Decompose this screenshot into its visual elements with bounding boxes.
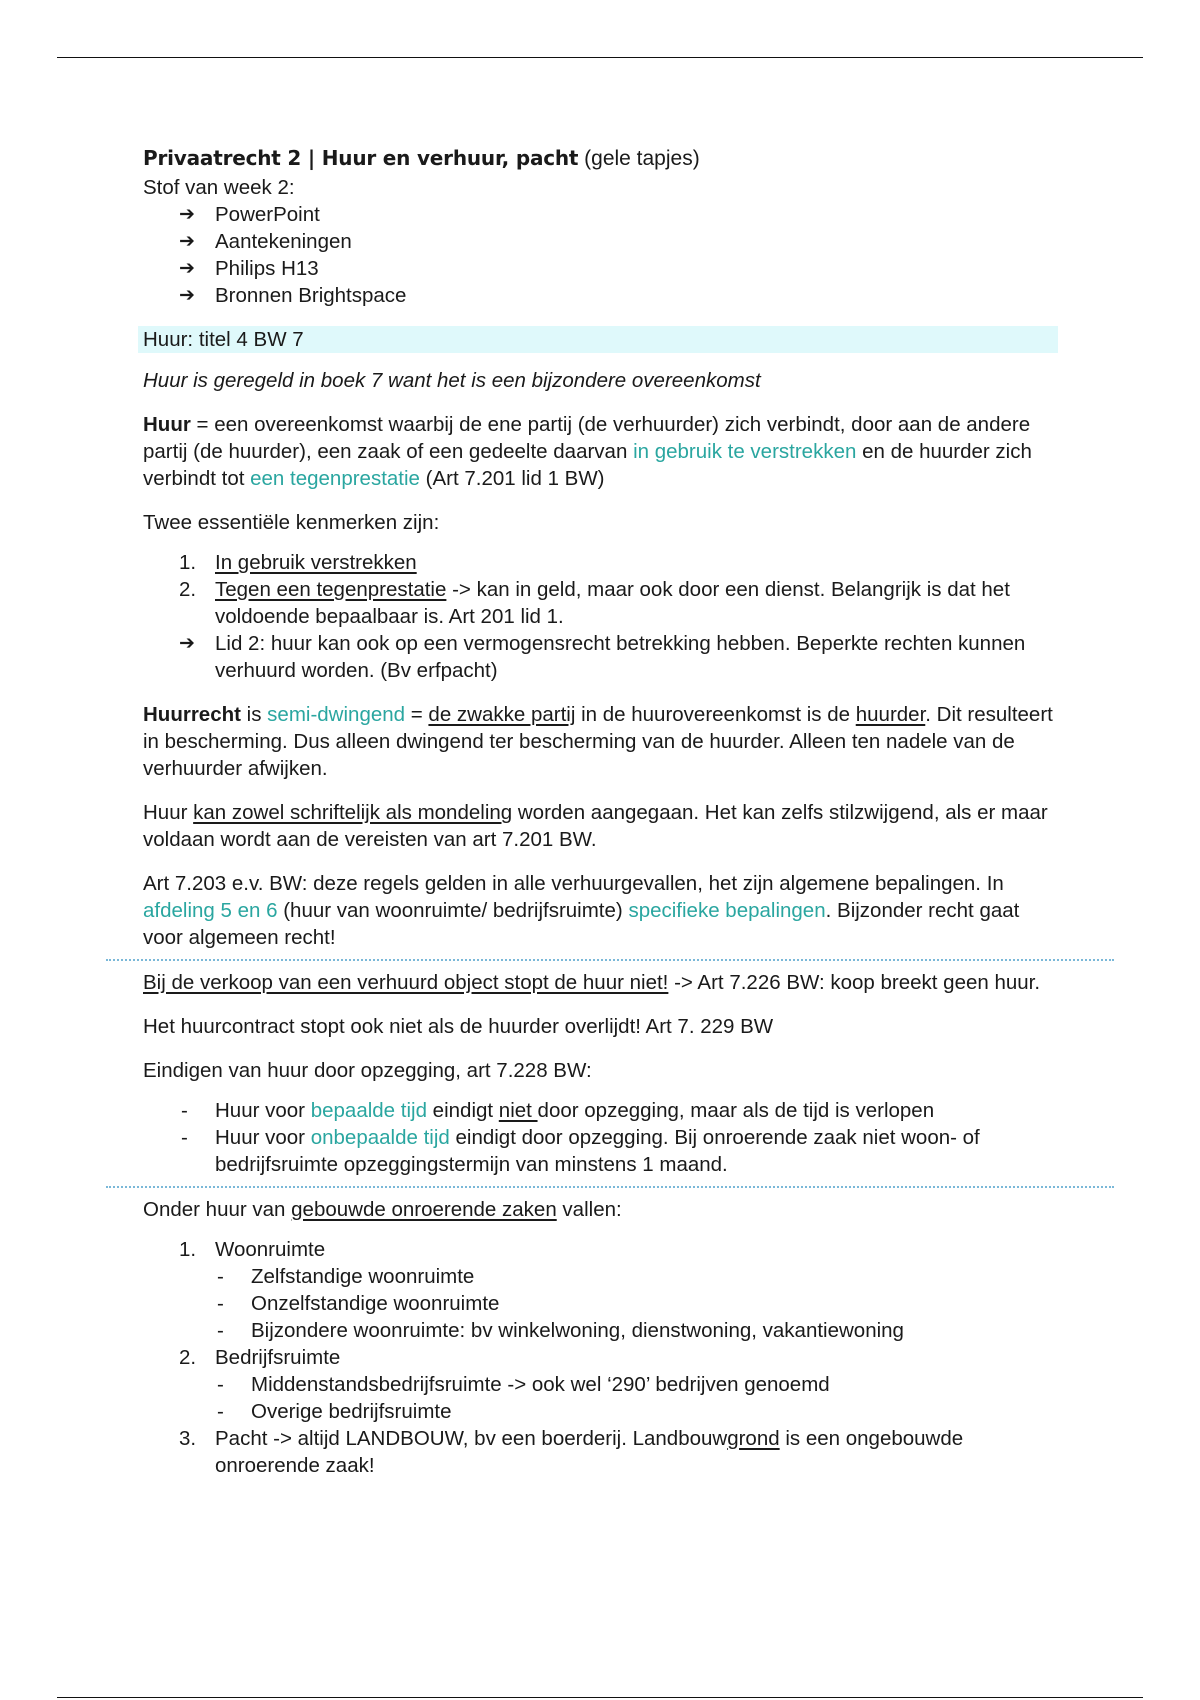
arrow-right-icon: ➔ bbox=[179, 632, 195, 654]
list-item: ➔ Bronnen Brightspace bbox=[179, 284, 407, 307]
bedrijf-sublist bbox=[215, 1371, 1063, 1425]
list-item: 3. Pacht -> altijd LANDBOUW, bv een boerderij. Landbouwgrond is een ongebouwde onroerende zaak! bbox=[179, 1427, 964, 1477]
definition-paragraph: Huur = een overeenkomst waarbij de ene partij (de verhuurder) zich verbindt, door aan de andere partij (de huurder), een zaak of een gedeelte daarvan in gebruik te verstrekken en de huurder zich verbindt tot een tegenprestatie (Art 7.201 lid 1 BW) bbox=[143, 413, 1032, 490]
list-item: 2. Bedrijfsruimte - Middenstandsbedrijfsruimte -> ook wel ‘290’ bedrijven genoemd - Overige bedrijfsruimte bbox=[179, 1344, 1063, 1425]
list-item: 2. Tegen een tegenprestatie -> kan in geld, maar ook door een dienst. Belangrijk is dat het voldoende bepaalbaar is. Art 201 lid 1. bbox=[179, 578, 1010, 628]
list-item: - Huur voor onbepaalde tijd eindigt door opzegging. Bij onroerende zaak niet woon- of bedrijfsruimte opzeggingstermijn van minstens 1 maand. bbox=[181, 1126, 980, 1176]
list-item: ➔ PowerPoint bbox=[179, 203, 320, 226]
list-item: - Huur voor bepaalde tijd eindigt niet door opzegging, maar als de tijd is verlopen bbox=[181, 1099, 935, 1122]
eindigen-heading: Eindigen van huur door opzegging, art 7.228 BW: bbox=[143, 1059, 592, 1082]
kenmerken-list bbox=[143, 549, 1063, 630]
algemeen-paragraph: Art 7.203 e.v. BW: deze regels gelden in alle verhuurgevallen, het zijn algemene bepalingen. In afdeling 5 en 6 (huur van woonruimte/ bedrijfsruimte) specifieke bepalingen. Bijzonder recht gaat voor algemeen recht! bbox=[143, 872, 1020, 949]
arrow-right-icon: ➔ bbox=[179, 203, 195, 225]
document-body bbox=[143, 143, 1063, 1479]
list-item: - Onzelfstandige woonruimte bbox=[217, 1292, 500, 1315]
dotted-divider bbox=[106, 1186, 1114, 1188]
arrow-right-icon: ➔ bbox=[179, 230, 195, 252]
eindigen-list bbox=[143, 1097, 1063, 1178]
kenmerken-note bbox=[143, 630, 1063, 684]
woon-sublist bbox=[215, 1263, 1063, 1344]
arrow-right-icon: ➔ bbox=[179, 257, 195, 279]
footer-rule bbox=[57, 1697, 1143, 1698]
list-item: 1. Woonruimte - Zelfstandige woonruimte - Onzelfstandige woonruimte - Bijzondere woonruimte: bv winkelwoning, dienstwoning, vakantiewoning bbox=[179, 1236, 1063, 1344]
list-item: ➔ Philips H13 bbox=[179, 257, 319, 280]
list-item: ➔ Aantekeningen bbox=[179, 230, 352, 253]
header-rule bbox=[57, 57, 1143, 58]
huurrecht-paragraph: Huurrecht is semi-dwingend = de zwakke partij in de huurovereenkomst is de huurder. Dit resulteert in bescherming. Dus alleen dwingend ter bescherming van de huurder. Alleen ten nadele van de verhuurder afwijken. bbox=[143, 703, 1053, 780]
list-item: 1. In gebruik verstrekken bbox=[179, 551, 417, 574]
page-title bbox=[143, 143, 1063, 174]
section-heading: Huur: titel 4 BW 7 bbox=[138, 326, 1058, 353]
list-item: - Bijzondere woonruimte: bv winkelwoning, dienstwoning, vakantiewoning bbox=[217, 1319, 904, 1342]
list-item: - Zelfstandige woonruimte bbox=[217, 1265, 475, 1288]
list-item: - Overige bedrijfsruimte bbox=[217, 1400, 452, 1423]
kenmerken-heading: Twee essentiële kenmerken zijn: bbox=[143, 511, 440, 534]
title-bold: Privaatrecht 2 | Huur en verhuur, pacht bbox=[143, 146, 579, 170]
onder-heading: Onder huur van gebouwde onroerende zaken vallen: bbox=[143, 1198, 622, 1221]
dotted-divider bbox=[106, 959, 1114, 961]
onder-list bbox=[143, 1236, 1063, 1479]
title-suffix: (gele tapjes) bbox=[584, 147, 700, 170]
stof-list bbox=[143, 201, 1063, 309]
overlijden-paragraph: Het huurcontract stopt ook niet als de huurder overlijdt! Art 7. 229 BW bbox=[143, 1015, 774, 1038]
intro-italic: Huur is geregeld in boek 7 want het is een bijzondere overeenkomst bbox=[143, 369, 761, 392]
list-item: - Middenstandsbedrijfsruimte -> ook wel ‘290’ bedrijven genoemd bbox=[217, 1373, 830, 1396]
vorm-paragraph: Huur kan zowel schriftelijk als mondeling worden aangegaan. Het kan zelfs stilzwijgend, als er maar voldaan wordt aan de vereisten van art 7.201 BW. bbox=[143, 801, 1048, 851]
verkoop-paragraph: Bij de verkoop van een verhuurd object stopt de huur niet! -> Art 7.226 BW: koop breekt geen huur. bbox=[143, 971, 1041, 994]
arrow-right-icon: ➔ bbox=[179, 284, 195, 306]
stof-heading: Stof van week 2: bbox=[143, 176, 295, 199]
list-item: ➔ Lid 2: huur kan ook op een vermogensrecht betrekking hebben. Beperkte rechten kunnen verhuurd worden. (Bv erfpacht) bbox=[179, 632, 1026, 682]
